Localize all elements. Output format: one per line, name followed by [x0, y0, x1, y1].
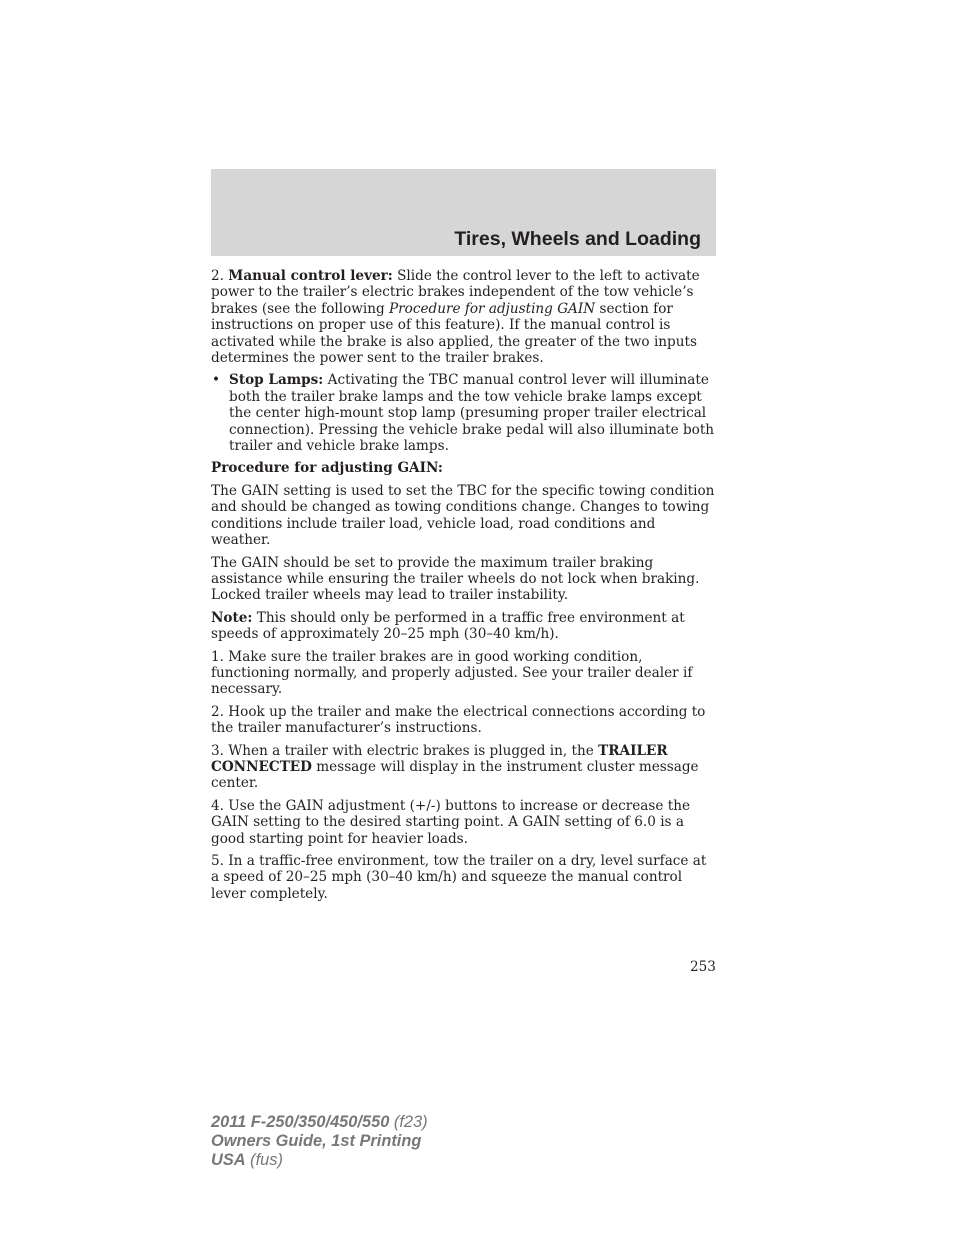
- step-4: 4. Use the GAIN adjustment (+/-) buttons to increase or decrease the GAIN setting to the desired starting point. A GAIN setting of 6.0 is a good starting point for heavier loads.: [211, 797, 691, 847]
- term-label: Stop Lamps:: [229, 372, 324, 389]
- footer-edition: Owners Guide, 1st Printing: [211, 1132, 422, 1150]
- paragraph-text: Activating the TBC manual control lever will illuminate both the trailer brake lamps and the tow vehicle brake lamps except the center high-mount stop lamp (presuming proper trailer electrical connection). Pressing the vehicle brake pedal will also illuminate both trailer and vehicle brake lamps.: [229, 372, 715, 455]
- document-footer: [211, 1113, 428, 1170]
- page-number: 253: [690, 959, 716, 975]
- footer-market: USA: [211, 1151, 246, 1169]
- cross-reference: Procedure for adjusting GAIN: [389, 300, 596, 317]
- section-header-band: [211, 169, 716, 256]
- gain-maximum-paragraph: The GAIN should be set to provide the maximum trailer braking assistance while ensuring the trailer wheels do not lock when braking. Locked trailer wheels may lead to trailer instability.: [211, 554, 700, 604]
- footer-model: 2011 F-250/350/450/550: [211, 1113, 390, 1131]
- footer-line-1: [211, 1113, 428, 1132]
- footer-line-2: [211, 1132, 428, 1151]
- bullet-icon: •: [212, 372, 221, 389]
- procedure-heading: [211, 460, 716, 476]
- step-2: 2. Hook up the trailer and make the electrical connections according to the trailer manufacturer’s instructions.: [211, 703, 706, 737]
- footer-line-3: [211, 1151, 428, 1170]
- paragraph-text: Slide the control lever to the left to activate power to the trailer’s electric brakes independent of the tow vehicle’s brakes (see the following: [211, 268, 700, 317]
- heading-text: Procedure for adjusting GAIN:: [211, 460, 443, 477]
- step-1: 1. Make sure the trailer brakes are in good working condition, functioning normally, and properly adjusted. See your trailer dealer if necessary.: [211, 648, 693, 698]
- page-content: [211, 268, 716, 908]
- section-title: Tires, Wheels and Loading: [454, 228, 701, 250]
- step-3: [211, 743, 716, 792]
- paragraph-text: This should only be performed in a traffic free environment at speeds of approximately 20–25 mph (30–40 km/h).: [211, 609, 685, 643]
- paragraph-text: message will display in the instrument cluster message center.: [211, 758, 699, 792]
- step-5: 5. In a traffic-free environment, tow the trailer on a dry, level surface at a speed of 20–25 mph (30–40 km/h) and squeeze the manual control lever completely.: [211, 853, 707, 902]
- footer-market-code: (fus): [245, 1151, 283, 1169]
- item-number: 2.: [211, 268, 229, 284]
- footer-code: (f23): [389, 1113, 428, 1131]
- stop-lamps-bullet: [211, 372, 716, 454]
- note-label: Note:: [211, 609, 253, 626]
- paragraph-text: section for instructions on proper use of this feature). If the manual control is activated while the brake is also applied, the greater of the two inputs determines the power sent to the trailer brakes.: [211, 300, 697, 367]
- manual-control-lever-paragraph: [211, 268, 716, 366]
- paragraph-text: 3. When a trailer with electric brakes is plugged in, the: [211, 742, 599, 759]
- term-label: Manual control lever:: [228, 268, 393, 284]
- note-paragraph: [211, 610, 716, 643]
- message-label: TRAILER CONNECTED: [211, 742, 668, 775]
- gain-setting-paragraph: The GAIN setting is used to set the TBC for the specific towing condition and should be changed as towing conditions change. Changes to towing conditions include trailer load, vehicle load, road conditions and weather.: [211, 482, 715, 549]
